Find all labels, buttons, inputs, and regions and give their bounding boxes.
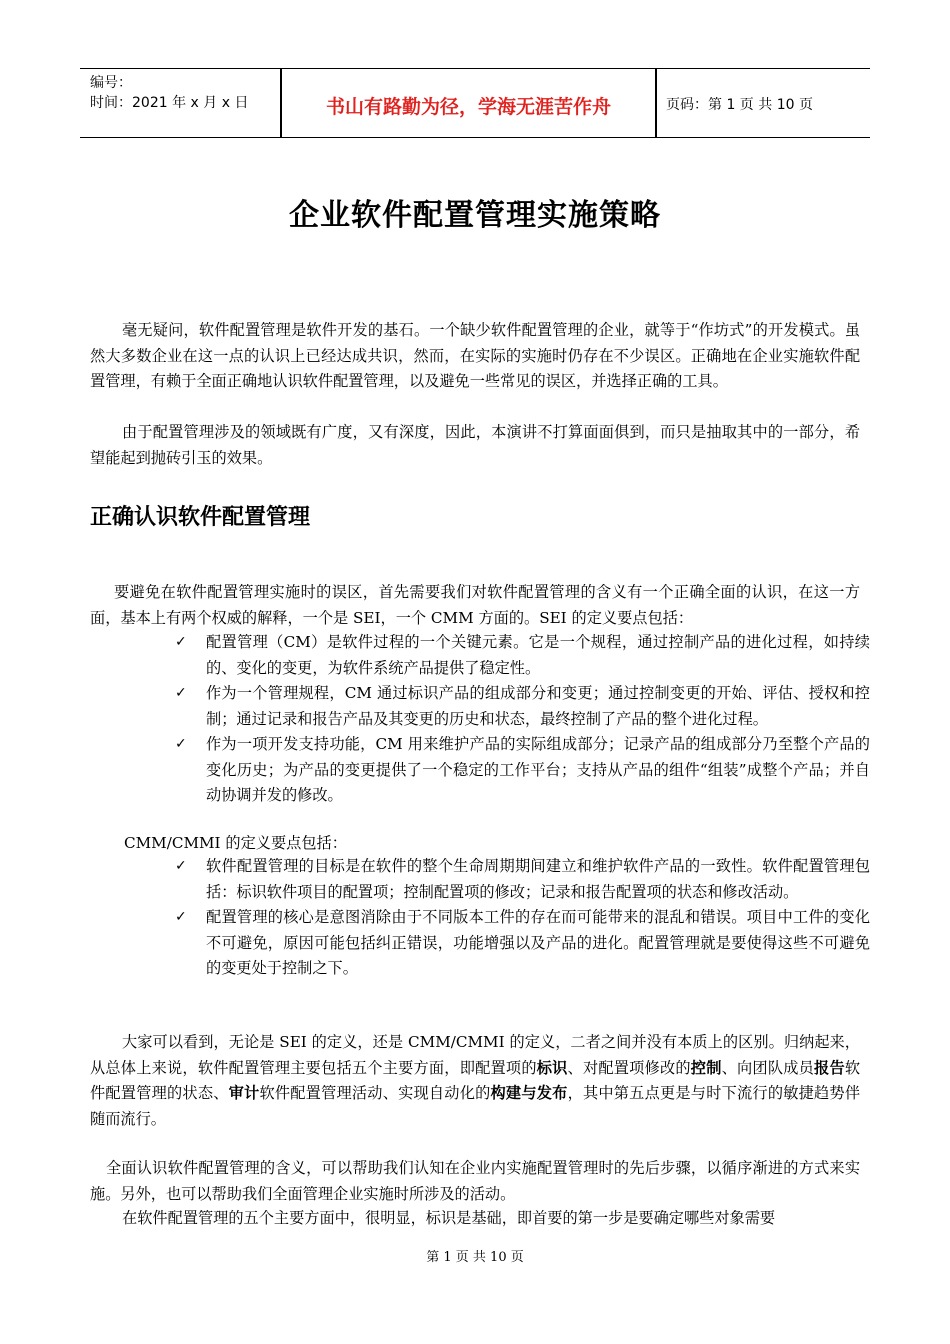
document-title: 企业软件配置管理实施策略 — [289, 198, 661, 233]
list-item — [90, 732, 870, 809]
cmm-definition-list — [90, 854, 870, 982]
list-item-text: 作为一项开发支持功能，CM 用来维护产品的实际组成部分；记录产品的组成部分乃至整个产品的变化历史；为产品的变更提供了一个稳定的工作平台；支持从产品的组件“组装”成整个产品；并自动协调并发的修改。 — [206, 735, 870, 804]
list-item-text: 配置管理的核心是意图消除由于不同版本工件的存在而可能带来的混乱和错误。项目中工件的变化不可避免，原因可能包括纠正错误，功能增强以及产品的进化。配置管理就是要使得这些不可避免的变更处于控制之下。 — [206, 908, 870, 977]
list-item-text: 作为一个管理规程，CM 通过标识产品的组成部分和变更；通过控制变更的开始、评估、授权和控制；通过记录和报告产品及其变更的历史和状态，最终控制了产品的整个进化过程。 — [206, 684, 870, 728]
keyword-build-release: 构建与发布 — [490, 1084, 568, 1102]
intro-paragraph-1: 毫无疑问，软件配置管理是软件开发的基石。一个缺少软件配置管理的企业，就等于“作坊式”的开发模式。虽然大多数企业在这一点的认识上已经达成共识，然而，在实际的实施时仍存在不少误区。正确地在企业实施软件配置管理，有赖于全面正确地认识软件配置管理，以及避免一些常见的误区，并选择正确的工具。 — [90, 321, 860, 390]
header-divider — [655, 69, 657, 137]
summary-text: ，其中第五点更是与时下流行的敏捷趋势伴随而流行。 — [90, 1084, 861, 1128]
page-footer: 第 1 页 共 10 页 — [426, 1250, 524, 1265]
header-motto: 书山有路勤为径，学海无涯苦作舟 — [325, 96, 611, 118]
list-item — [90, 854, 870, 905]
sei-definition-list — [90, 630, 870, 809]
summary-paragraph — [90, 1030, 860, 1132]
keyword-control: 控制 — [690, 1058, 722, 1077]
summary-text: 软件配置管理活动、实现自动化的 — [259, 1084, 491, 1102]
keyword-report: 报告 — [814, 1058, 845, 1077]
summary-text: 大家可以看到，无论是 SEI 的定义，还是 CMM/CMMI 的定义，二者之间并没有本质上的区别。归纳起来，从总体上来说，软件配置管理主要包括五个主要方面，即配置项的 — [90, 1033, 860, 1077]
closing-paragraph-2: 在软件配置管理的五个主要方面中，很明显，标识是基础，即首要的第一步是要确定哪些对象需要 — [122, 1209, 776, 1227]
summary-text: 软件配置管理的状态、 — [90, 1058, 861, 1102]
section-intro-paragraph: 要避免在软件配置管理实施时的误区，首先需要我们对软件配置管理的含义有一个正确全面的认识，在这一方面，基本上有两个权威的解释，一个是 SEI，一个 CMM 方面的。SEI 的定义要点包括： — [90, 583, 860, 627]
checkmark-icon: ✓ — [175, 685, 187, 701]
cmm-definition-label: CMM/CMMI 的定义要点包括： — [124, 834, 347, 852]
list-item — [90, 681, 870, 732]
section-heading: 正确认识软件配置管理 — [90, 505, 311, 530]
header-number: 编号： — [90, 75, 132, 91]
header-time: 时间：2021 年 x 月 x 日 — [90, 95, 249, 111]
checkmark-icon: ✓ — [175, 909, 187, 925]
summary-text: 、向团队成员 — [721, 1058, 815, 1077]
header-page-number: 页码：第 1 页 共 10 页 — [666, 97, 813, 113]
header-meta — [90, 73, 248, 113]
checkmark-icon: ✓ — [175, 736, 187, 752]
keyword-identification: 标识 — [536, 1058, 568, 1077]
summary-text: 、对配置项修改的 — [567, 1058, 691, 1077]
closing-paragraph-1: 全面认识软件配置管理的含义，可以帮助我们认知在企业内实施配置管理时的先后步骤，以循序渐进的方式来实施。另外，也可以帮助我们全面管理企业实施时所涉及的活动。 — [90, 1159, 860, 1203]
keyword-audit: 审计 — [228, 1084, 260, 1102]
checkmark-icon: ✓ — [175, 634, 187, 650]
intro-paragraph-2: 由于配置管理涉及的领域既有广度，又有深度，因此，本演讲不打算面面俱到，而只是抽取其中的一部分，希望能起到抛砖引玉的效果。 — [90, 423, 860, 467]
list-item — [90, 905, 870, 982]
checkmark-icon: ✓ — [175, 858, 187, 874]
list-item-text: 配置管理（CM）是软件过程的一个关键元素。它是一个规程，通过控制产品的进化过程，如持续的、变化的变更，为软件系统产品提供了稳定性。 — [206, 633, 870, 677]
list-item-text: 软件配置管理的目标是在软件的整个生命周期期间建立和维护软件产品的一致性。软件配置管理包括：标识软件项目的配置项；控制配置项的修改；记录和报告配置项的状态和修改活动。 — [206, 857, 870, 901]
page-header — [80, 68, 870, 138]
list-item — [90, 630, 870, 681]
